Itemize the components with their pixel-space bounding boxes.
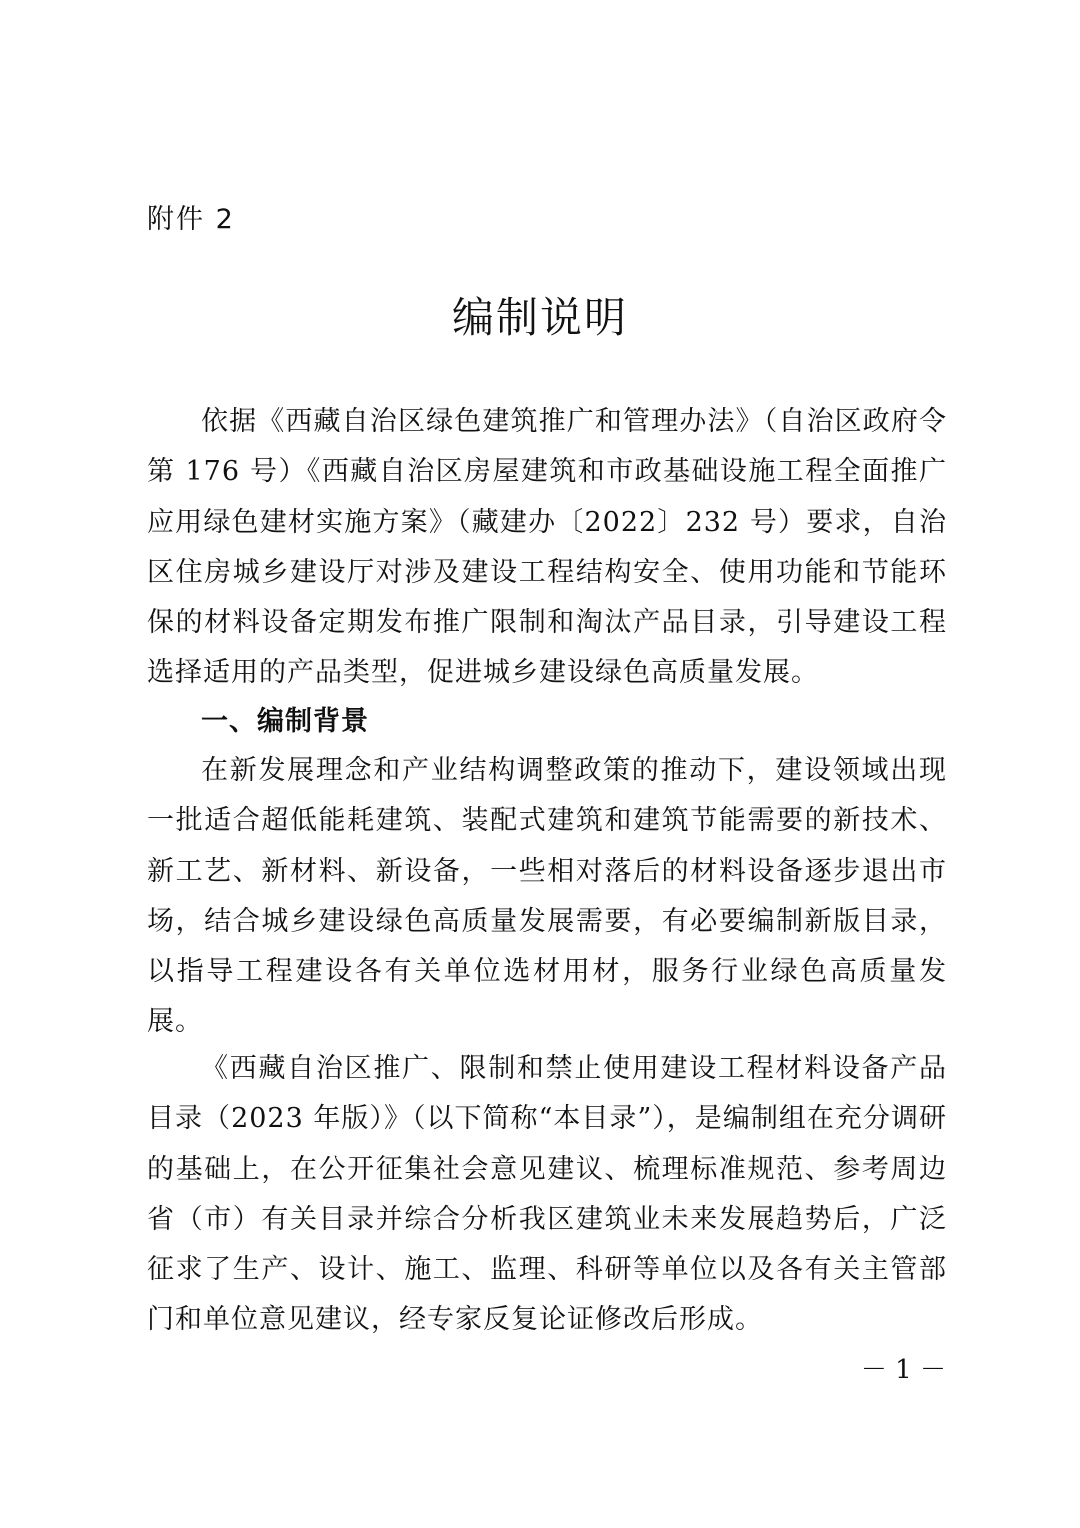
section-heading-background: 一、编制背景 bbox=[201, 706, 369, 737]
attachment-label: 附件 2 bbox=[147, 204, 235, 235]
page-number: － 1 － bbox=[860, 1355, 946, 1385]
background-paragraph-1: 在新发展理念和产业结构调整政策的推动下，建设领域出现一批适合超低能耗建筑、装配式建筑和建筑节能需要的新技术、新工艺、新材料、新设备，一些相对落后的材料设备逐步退出市场，结合城乡建设绿色高质量发展需要，有必要编制新版目录，以指导工程建设各有关单位选材用材，服务行业绿色高质量发展。 bbox=[147, 755, 947, 1038]
document-title: 编制说明 bbox=[451, 293, 628, 342]
intro-paragraph: 依据《西藏自治区绿色建筑推广和管理办法》（自治区政府令第 176 号）《西藏自治区房屋建筑和市政基础设施工程全面推广应用绿色建材实施方案》（藏建办〔2022〕232 号）要求，自治区住房城乡建设厅对涉及建设工程结构安全、使用功能和节能环保的材料设备定期发布推广限制和淘汰产品目录，引导建设工程选择适用的产品类型，促进城乡建设绿色高质量发展。 bbox=[147, 406, 947, 689]
background-paragraph-2: 《西藏自治区推广、限制和禁止使用建设工程材料设备产品目录（2023 年版）》（以下简称“本目录”），是编制组在充分调研的基础上，在公开征集社会意见建议、梳理标准规范、参考周边省（市）有关目录并综合分析我区建筑业未来发展趋势后，广泛征求了生产、设计、施工、监理、科研等单位以及各有关主管部门和单位意见建议，经专家反复论证修改后形成。 bbox=[147, 1053, 947, 1336]
